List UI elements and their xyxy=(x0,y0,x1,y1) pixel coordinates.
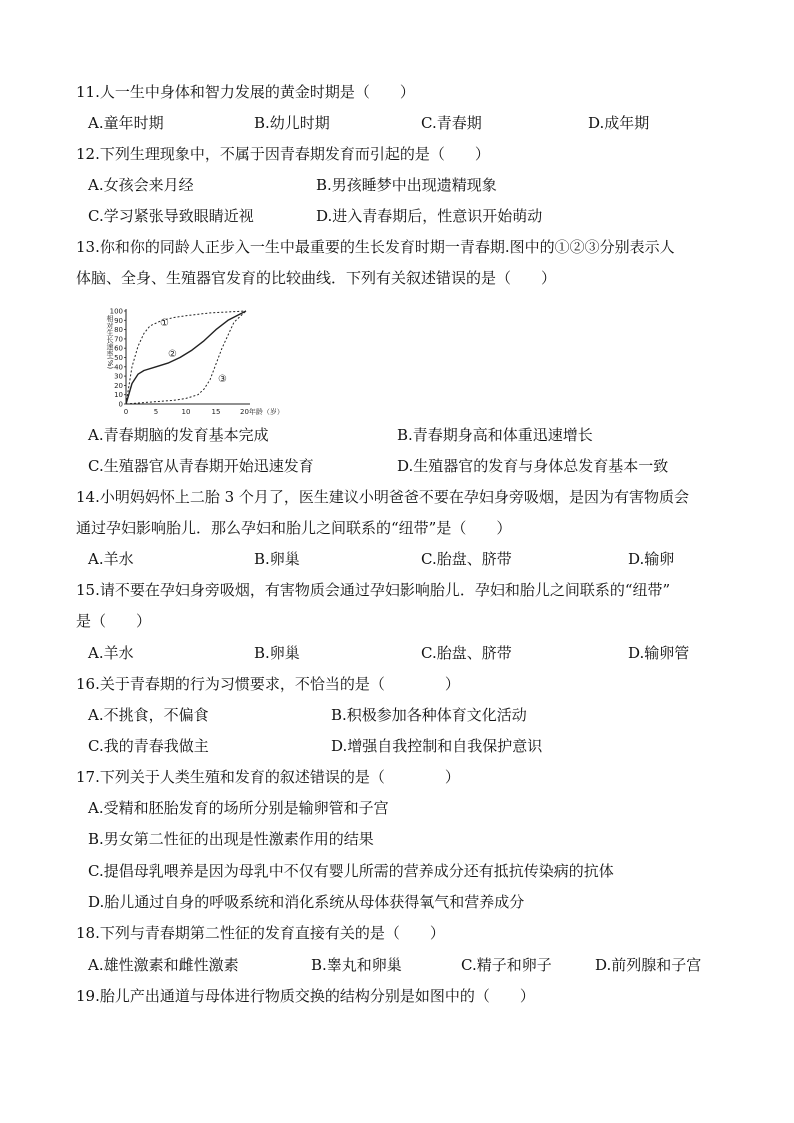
y-tick-label: 80 xyxy=(114,326,123,335)
y-axis-label: 相对生长速率(%) xyxy=(106,315,114,370)
q16-option-a[interactable]: A.不挑食，不偏食 xyxy=(88,706,209,724)
question-18-stem: 18.下列与青春期第二性征的发育直接有关的是（ ） xyxy=(76,924,445,942)
question-11-stem: 11.人一生中身体和智力发展的黄金时期是（ ） xyxy=(76,83,415,101)
question-13-stem-line2: 体脑、全身、生殖器官发育的比较曲线．下列有关叙述错误的是（ ） xyxy=(76,269,557,287)
question-16-stem: 16.关于青春期的行为习惯要求，不恰当的是（ ） xyxy=(76,675,460,693)
question-19-stem: 19.胎儿产出通道与母体进行物质交换的结构分别是如图中的（ ） xyxy=(76,987,535,1005)
series-label-3: ③ xyxy=(218,373,227,385)
q15-option-c[interactable]: C.胎盘、脐带 xyxy=(421,644,512,662)
q12-option-d[interactable]: D.进入青春期后，性意识开始萌动 xyxy=(316,207,543,225)
question-17-stem: 17.下列关于人类生殖和发育的叙述错误的是（ ） xyxy=(76,768,460,786)
q11-option-a[interactable]: A.童年时期 xyxy=(88,114,164,132)
x-tick-label: 0 xyxy=(123,408,129,416)
series-line-1 xyxy=(126,311,246,404)
chart-labels xyxy=(106,314,284,416)
series-label-2: ② xyxy=(168,349,177,361)
q18-option-b[interactable]: B.睾丸和卵巢 xyxy=(311,956,402,974)
x-tick-label: 5 xyxy=(153,408,159,416)
y-tick-label: 20 xyxy=(114,381,123,390)
question-15-stem-line1: 15.请不要在孕妇身旁吸烟，有害物质会通过孕妇影响胎儿．孕妇和胎儿之间联系的“纽带” xyxy=(76,581,671,599)
question-15-stem-line2: 是（ ） xyxy=(76,612,152,630)
q15-option-b[interactable]: B.卵巢 xyxy=(254,644,300,662)
q14-option-b[interactable]: B.卵巢 xyxy=(254,550,300,568)
q12-option-b[interactable]: B.男孩睡梦中出现遗精现象 xyxy=(316,176,497,194)
q17-option-c[interactable]: C.提倡母乳喂养是因为母乳中不仅有婴儿所需的营养成分还有抵抗传染病的抗体 xyxy=(88,862,614,880)
question-12-stem: 12.下列生理现象中，不属于因青春期发育而引起的是（ ） xyxy=(76,145,490,163)
q18-option-d[interactable]: D.前列腺和子宫 xyxy=(595,956,702,974)
series-line-3 xyxy=(126,311,246,404)
question-13-stem-line1: 13.你和你的同龄人正步入一生中最重要的生长发育时期一青春期.图中的①②③分别表示人 xyxy=(76,238,675,256)
q16-option-b[interactable]: B.积极参加各种体育文化活动 xyxy=(331,706,527,724)
y-tick-label: 100 xyxy=(109,307,123,316)
q14-option-a[interactable]: A.羊水 xyxy=(88,550,134,568)
q11-option-b[interactable]: B.幼儿时期 xyxy=(254,114,330,132)
q13-option-b[interactable]: B.青春期身高和体重迅速增长 xyxy=(397,426,593,444)
y-tick-label: 70 xyxy=(114,335,123,344)
y-tick-label: 60 xyxy=(114,344,123,353)
q15-option-d[interactable]: D.输卵管 xyxy=(628,644,690,662)
q12-option-a[interactable]: A.女孩会来月经 xyxy=(88,176,194,194)
y-tick-label: 50 xyxy=(114,354,123,362)
series-label-1: ① xyxy=(160,317,169,329)
q17-option-b[interactable]: B.男女第二性征的出现是性激素作用的结果 xyxy=(88,830,374,848)
q17-option-a[interactable]: A.受精和胚胎发育的场所分别是输卵管和子宫 xyxy=(88,799,389,817)
q16-option-c[interactable]: C.我的青春我做主 xyxy=(88,737,209,755)
q14-option-d[interactable]: D.输卵 xyxy=(628,550,675,568)
q11-option-c[interactable]: C.青春期 xyxy=(421,114,482,132)
q18-option-c[interactable]: C.精子和卵子 xyxy=(461,956,552,974)
question-14-stem-line2: 通过孕妇影响胎儿．那么孕妇和胎儿之间联系的“纽带”是（ ） xyxy=(76,519,512,537)
chart-series xyxy=(126,311,246,404)
q11-option-d[interactable]: D.成年期 xyxy=(588,114,650,132)
growth-curve-chart xyxy=(84,303,300,421)
y-tick-label: 90 xyxy=(114,316,123,325)
q15-option-a[interactable]: A.羊水 xyxy=(88,644,134,662)
q16-option-d[interactable]: D.增强自我控制和自我保护意识 xyxy=(331,737,543,755)
q13-option-a[interactable]: A.青春期脑的发育基本完成 xyxy=(88,426,269,444)
q12-option-c[interactable]: C.学习紧张导致眼睛近视 xyxy=(88,207,254,225)
q13-option-c[interactable]: C.生殖器官从青春期开始迅速发育 xyxy=(88,457,314,475)
y-tick-label: 10 xyxy=(114,391,123,400)
x-axis-label: 20年龄（岁） xyxy=(240,408,284,416)
q18-option-a[interactable]: A.雄性激素和雌性激素 xyxy=(88,956,239,974)
x-tick-label: 10 xyxy=(181,408,191,416)
question-14-stem-line1: 14.小明妈妈怀上二胎 3 个月了，医生建议小明爸爸不要在孕妇身旁吸烟，是因为有害物质会 xyxy=(76,488,689,506)
y-tick-label: 40 xyxy=(114,363,123,372)
x-tick-label: 15 xyxy=(211,408,221,416)
q13-option-d[interactable]: D.生殖器官的发育与身体总发育基本一致 xyxy=(397,457,669,475)
chart-axes xyxy=(126,309,250,404)
q17-option-d[interactable]: D.胎儿通过自身的呼吸系统和消化系统从母体获得氧气和营养成分 xyxy=(88,893,525,911)
y-tick-label: 30 xyxy=(114,372,123,381)
q14-option-c[interactable]: C.胎盘、脐带 xyxy=(421,550,512,568)
series-line-2 xyxy=(126,311,246,404)
y-tick-label: 0 xyxy=(118,400,123,409)
